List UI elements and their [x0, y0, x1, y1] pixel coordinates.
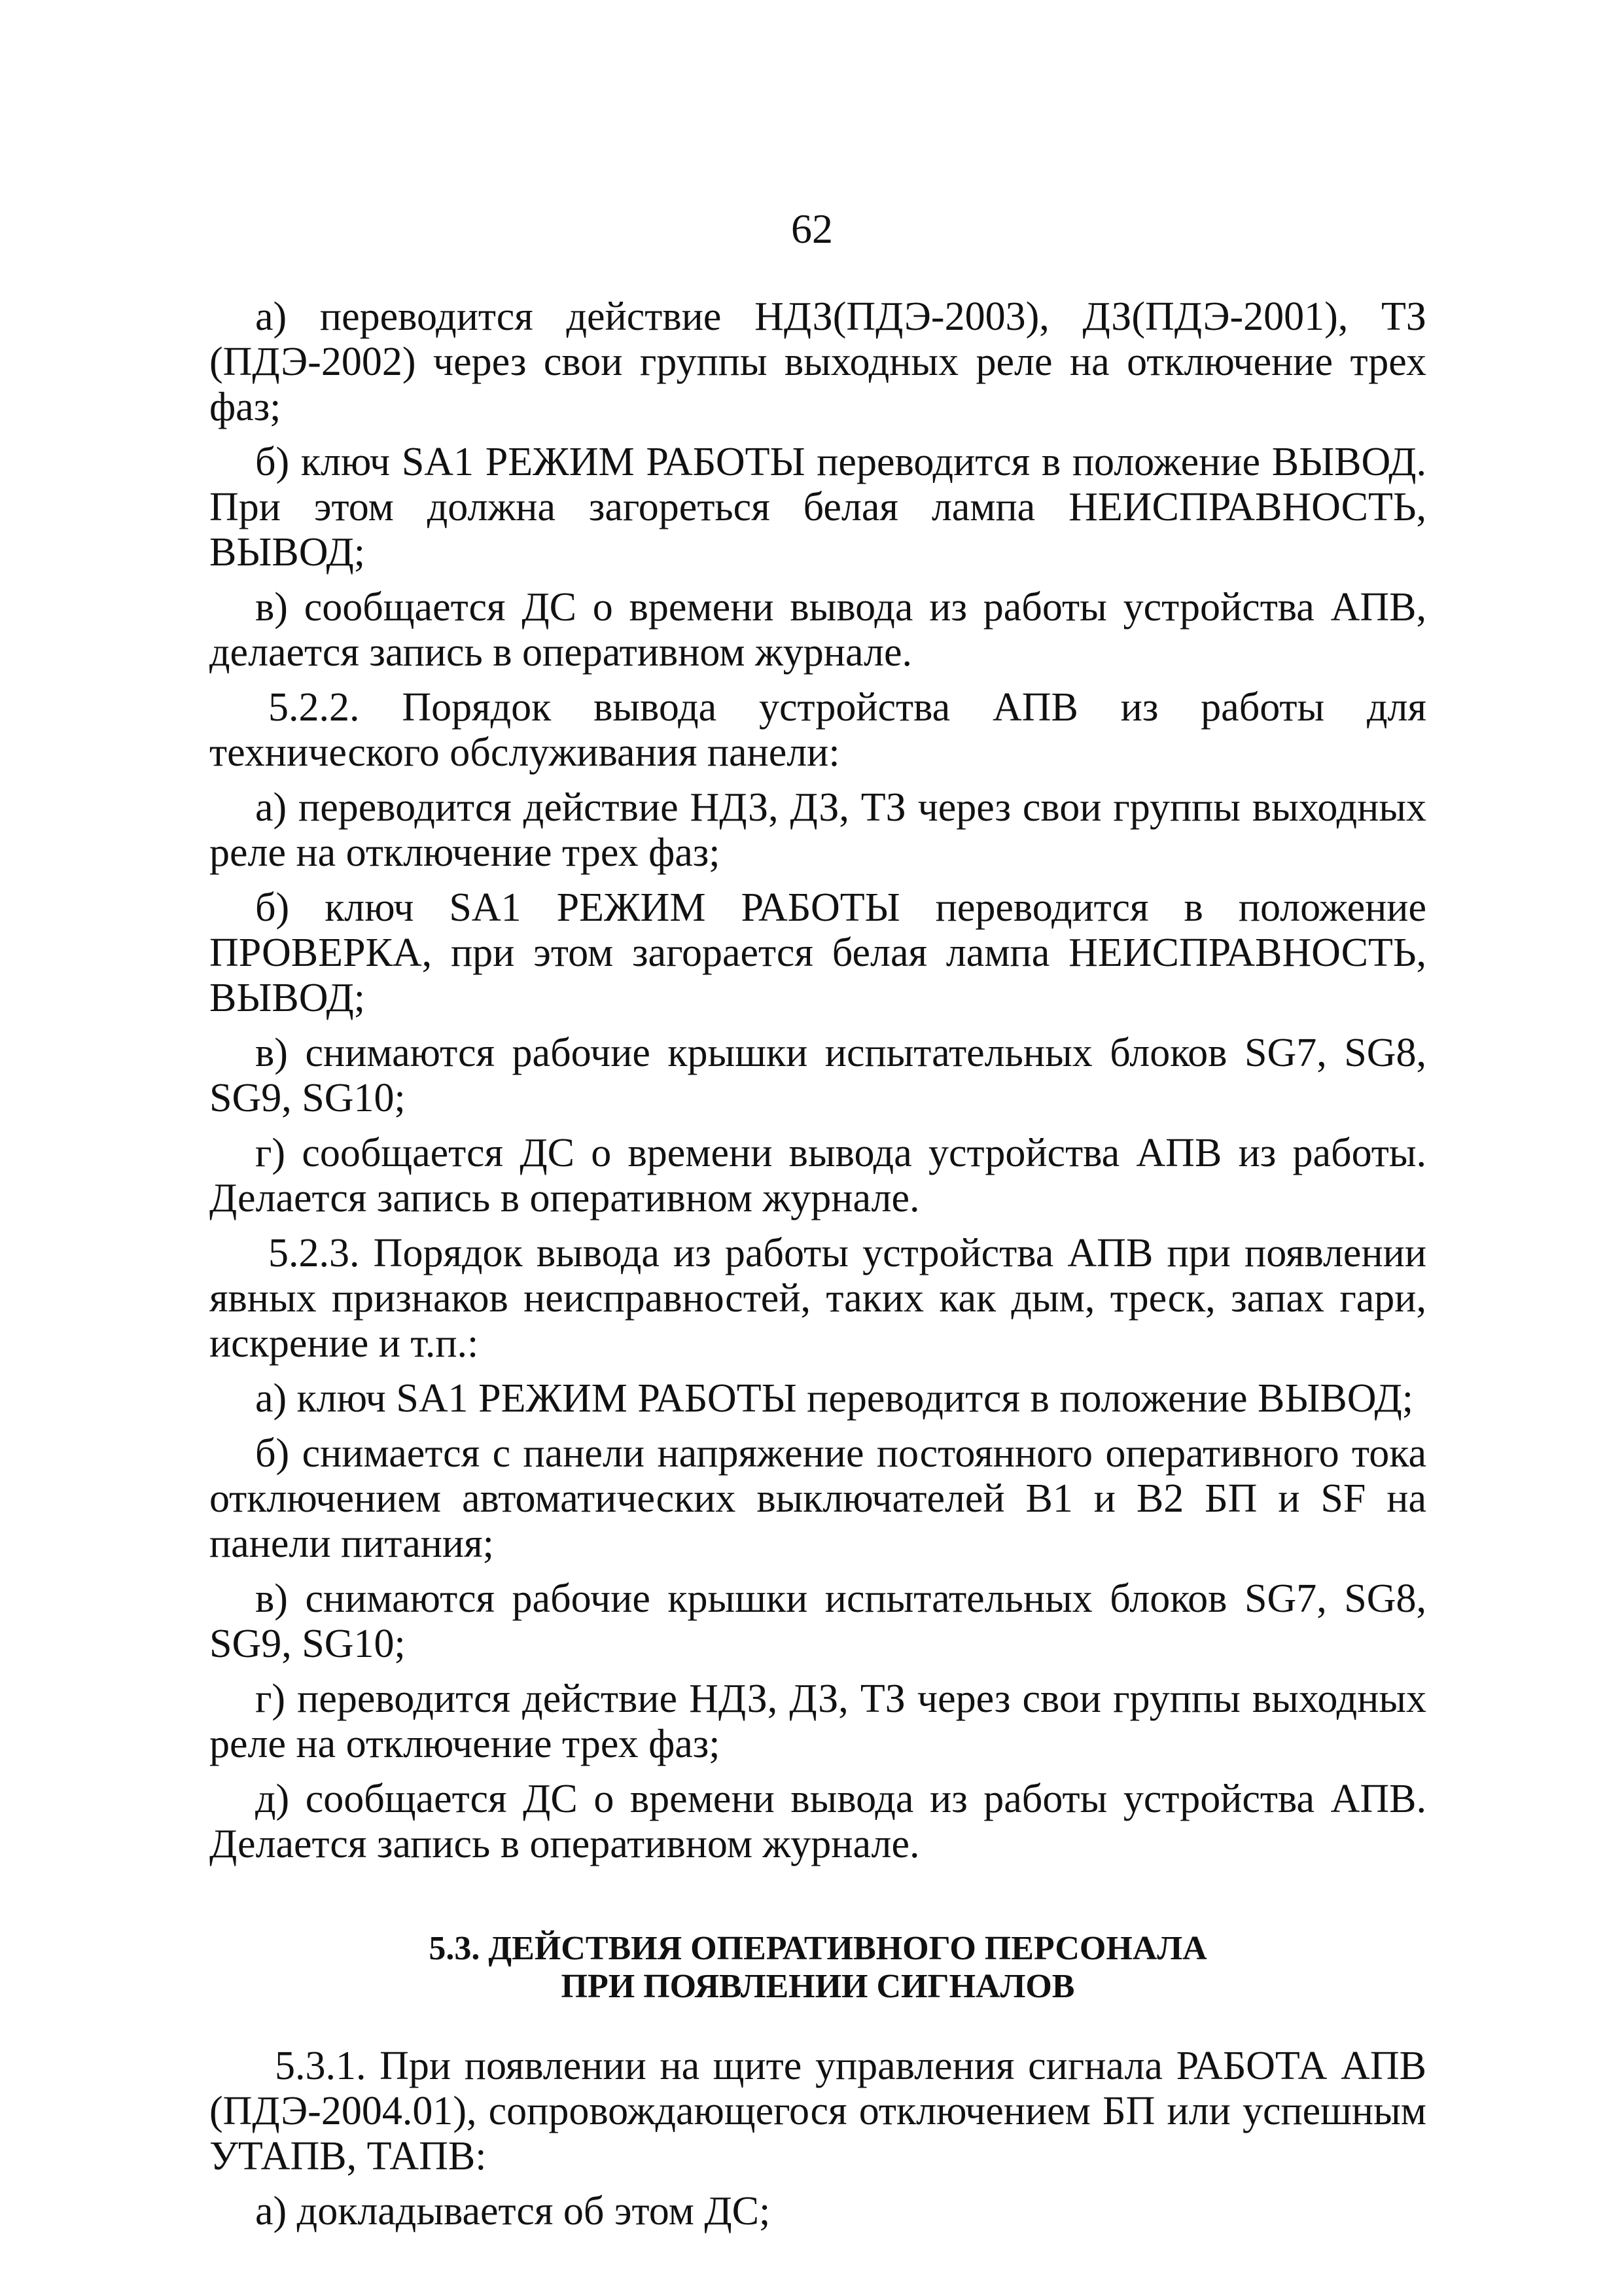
- paragraph: а) переводится действие НДЗ(ПДЭ-2003), ДЗ(ПДЭ-2001), ТЗ (ПДЭ-2002) через свои группы выходных реле на отключение трех фаз;: [209, 294, 1426, 429]
- paragraph: б) ключ SA1 РЕЖИМ РАБОТЫ переводится в положение ПРОВЕРКА, при этом загорается белая лампа НЕИСПРАВНОСТЬ, ВЫВОД;: [209, 885, 1426, 1020]
- paragraph: в) снимаются рабочие крышки испытательных блоков SG7, SG8, SG9, SG10;: [209, 1576, 1426, 1666]
- page-number: 62: [791, 205, 833, 252]
- section-paragraph: 5.2.2. Порядок вывода устройства АПВ из работы для технического обслуживания панели:: [209, 685, 1426, 775]
- document-body: [209, 294, 1426, 2244]
- section-paragraph: 5.3.1. При появлении на щите управления сигнала РАБОТА АПВ (ПДЭ-2004.01), сопровождающегося отключением БП или успешным УТАПВ, ТАПВ:: [209, 2044, 1426, 2179]
- paragraph: в) сообщается ДС о времени вывода из работы устройства АПВ, делается запись в оперативном журнале.: [209, 585, 1426, 675]
- paragraph: д) сообщается ДС о времени вывода из работы устройства АПВ. Делается запись в оперативном журнале.: [209, 1777, 1426, 1866]
- section-heading-line: 5.3. ДЕЙСТВИЯ ОПЕРАТИВНОГО ПЕРСОНАЛА: [429, 1930, 1207, 1967]
- paragraph: а) докладывается об этом ДС;: [255, 2189, 771, 2233]
- paragraph: г) переводится действие НДЗ, ДЗ, ТЗ через свои группы выходных реле на отключение трех фаз;: [209, 1677, 1426, 1766]
- paragraph: а) ключ SA1 РЕЖИМ РАБОТЫ переводится в положение ВЫВОД;: [255, 1376, 1413, 1421]
- section-heading: [209, 1930, 1426, 2006]
- paragraph: а) переводится действие НДЗ, ДЗ, ТЗ через свои группы выходных реле на отключение трех фаз;: [209, 785, 1426, 875]
- paragraph: г) сообщается ДС о времени вывода устройства АПВ из работы. Делается запись в оперативном журнале.: [209, 1131, 1426, 1220]
- paragraph: б) снимается с панели напряжение постоянного оперативного тока отключением автоматических выключателей В1 и В2 БП и SF на панели питания;: [209, 1431, 1426, 1566]
- section-paragraph: 5.2.3. Порядок вывода из работы устройства АПВ при появлении явных признаков неисправностей, таких как дым, треск, запах гари, искрение и т.п.:: [209, 1231, 1426, 1366]
- section-heading-line: ПРИ ПОЯВЛЕНИИ СИГНАЛОВ: [561, 1968, 1075, 2005]
- paragraph: б) ключ SA1 РЕЖИМ РАБОТЫ переводится в положение ВЫВОД. При этом должна загореться белая лампа НЕИСПРАВНОСТЬ, ВЫВОД;: [209, 440, 1426, 575]
- paragraph: в) снимаются рабочие крышки испытательных блоков SG7, SG8, SG9, SG10;: [209, 1031, 1426, 1120]
